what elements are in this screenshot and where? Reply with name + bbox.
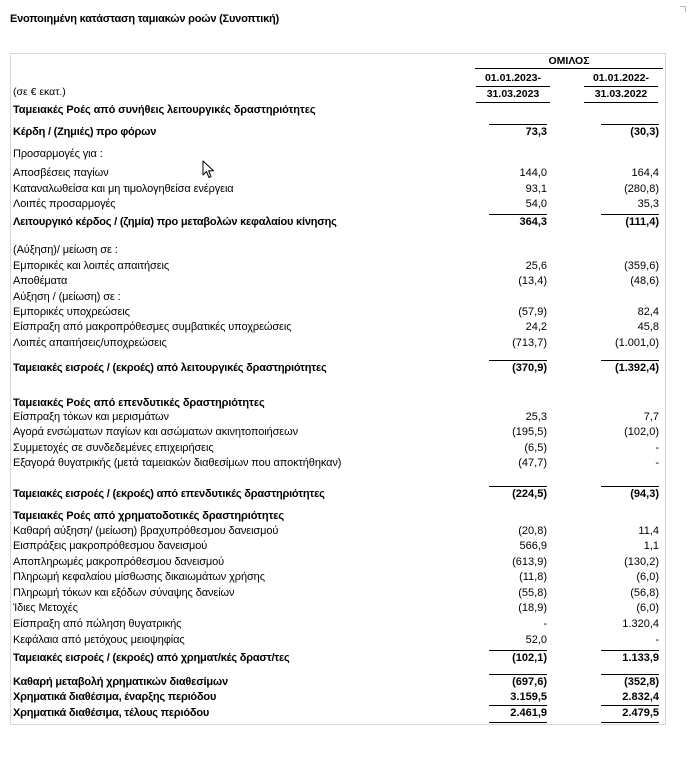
value-2022: - bbox=[655, 442, 659, 454]
row-label: Συμμετοχές σε συνδεδεμένες επιχειρήσεις bbox=[13, 442, 214, 454]
value-2022: (56,8) bbox=[630, 587, 659, 599]
value-2023: (18,9) bbox=[518, 602, 547, 614]
row-label: Πληρωμή κεφαλαίου μίσθωσης δικαιωμάτων χρήσης bbox=[13, 571, 265, 583]
table-row bbox=[13, 103, 663, 118]
value-2023: 144,0 bbox=[519, 167, 547, 179]
value-2022: 164,4 bbox=[631, 167, 659, 179]
value-2022: (102,0) bbox=[624, 426, 659, 438]
value-2023: 364,3 bbox=[467, 215, 547, 230]
value-2022: (130,2) bbox=[624, 556, 659, 568]
value-2023: (713,7) bbox=[512, 337, 547, 349]
value-2023: (697,6) bbox=[467, 675, 547, 690]
value-2022: (48,6) bbox=[630, 275, 659, 287]
value-2022: - bbox=[655, 634, 659, 646]
table-row bbox=[13, 675, 663, 690]
row-label: Ταμειακές Ροές από επενδυτικές δραστηριότητες bbox=[13, 397, 265, 409]
table-row bbox=[13, 147, 663, 162]
table-row bbox=[13, 555, 663, 570]
row-label: Είσπραξη από πώληση θυγατρικής bbox=[13, 618, 182, 630]
row-label: Πληρωμή τόκων και εξόδων σύναψης δανείων bbox=[13, 587, 235, 599]
row-label: Λοιπές προσαρμογές bbox=[13, 198, 116, 210]
table-row bbox=[13, 633, 663, 648]
table-row bbox=[13, 336, 663, 351]
table-row bbox=[13, 259, 663, 274]
table-row bbox=[13, 586, 663, 601]
row-label: Καταναλωθείσα και μη τιμολογηθείσα ενέργεια bbox=[13, 183, 234, 195]
value-2022: 7,7 bbox=[643, 411, 659, 423]
row-label: Κεφάλαια από μετόχους μειοψηφίας bbox=[13, 634, 185, 646]
row-label: Αύξηση / (μείωση) σε : bbox=[13, 291, 121, 303]
row-label: (Αύξηση)/ μείωση σε : bbox=[13, 244, 118, 256]
value-2022: 45,8 bbox=[637, 321, 659, 333]
period-end-2023: 31.03.2023 bbox=[486, 88, 540, 100]
row-label: Ταμειακές εισροές / (εκροές) από χρηματ/κές δραστ/τες bbox=[13, 652, 290, 664]
table-row bbox=[13, 215, 663, 230]
value-2023: (6,5) bbox=[524, 442, 547, 454]
table-row bbox=[13, 425, 663, 440]
table-row bbox=[13, 509, 663, 524]
row-label: Λειτουργικό κέρδος / (ζημία) προ μεταβολών κεφαλαίου κίνησης bbox=[13, 216, 337, 228]
row-label: Είσπραξη τόκων και μερισμάτων bbox=[13, 411, 169, 423]
table-row bbox=[13, 487, 663, 502]
period-start-2022: 01.01.2022- bbox=[592, 72, 650, 84]
value-2023: (13,4) bbox=[518, 275, 547, 287]
value-2022: (1.392,4) bbox=[579, 361, 659, 376]
value-2023: (20,8) bbox=[518, 525, 547, 537]
value-2023: 566,9 bbox=[519, 540, 547, 552]
table-row bbox=[13, 456, 663, 471]
value-2022: 35,3 bbox=[637, 198, 659, 210]
unit-label: (σε € εκατ.) bbox=[13, 86, 66, 98]
value-2023: 93,1 bbox=[525, 183, 547, 195]
value-2023: (47,7) bbox=[518, 457, 547, 469]
value-2023: 52,0 bbox=[525, 634, 547, 646]
table-row bbox=[13, 290, 663, 305]
row-label: Ταμειακές Ροές από συνήθεις λειτουργικές δραστηριότητες bbox=[13, 104, 316, 116]
value-2023: 2.461,9 bbox=[467, 706, 547, 721]
value-2022: 1,1 bbox=[643, 540, 659, 552]
value-2022: 1.320,4 bbox=[622, 618, 659, 630]
table-row bbox=[13, 274, 663, 289]
value-2022: (111,4) bbox=[579, 215, 659, 230]
value-2022: (1.001,0) bbox=[614, 337, 659, 349]
table-row bbox=[13, 441, 663, 456]
row-label: Ίδιες Μετοχές bbox=[13, 602, 78, 614]
value-2023: (55,8) bbox=[518, 587, 547, 599]
row-label: Ταμειακές εισροές / (εκροές) από επενδυτικές δραστηριότητες bbox=[13, 488, 325, 500]
value-2022: (280,8) bbox=[624, 183, 659, 195]
value-2022: (30,3) bbox=[579, 125, 659, 140]
table-row bbox=[13, 320, 663, 335]
value-2023: (11,8) bbox=[519, 571, 547, 583]
row-label: Είσπραξη από μακροπρόθεσμες συμβατικές υποχρεώσεις bbox=[13, 321, 292, 333]
table-row bbox=[13, 570, 663, 585]
value-2023: 25,3 bbox=[525, 411, 547, 423]
value-2023: (224,5) bbox=[467, 487, 547, 502]
table-row bbox=[13, 617, 663, 632]
value-2022: 11,4 bbox=[638, 525, 659, 537]
value-2023: 54,0 bbox=[525, 198, 547, 210]
row-label: Χρηματικά διαθέσιμα, τέλους περιόδου bbox=[13, 707, 210, 719]
period-end-2022: 31.03.2022 bbox=[594, 88, 648, 100]
table-row bbox=[13, 197, 663, 212]
row-label: Καθαρή μεταβολή χρηματικών διαθεσίμων bbox=[13, 676, 228, 688]
page-title: Ενοποιημένη κατάσταση ταμιακών ροών (Συνοπτική) bbox=[10, 13, 279, 25]
row-label: Καθαρή αύξηση/ (μείωση) βραχυπρόθεσμου δανεισμού bbox=[13, 525, 279, 537]
value-2023: 25,6 bbox=[525, 260, 547, 272]
row-label: Εμπορικές υποχρεώσεις bbox=[13, 306, 130, 318]
table-row bbox=[13, 651, 663, 666]
table-row bbox=[13, 305, 663, 320]
row-label: Αγορά ενσώματων παγίων και ασώματων ακινητοποιήσεων bbox=[13, 426, 298, 438]
row-label: Ταμειακές Ροές από χρηματοδοτικές δραστηριότητες bbox=[13, 510, 285, 522]
period-column-2023 bbox=[470, 70, 556, 102]
row-label: Αποπληρωμές μακροπρόθεσμου δανεισμού bbox=[13, 556, 225, 568]
row-label: Χρηματικά διαθέσιμα, έναρξης περιόδου bbox=[13, 691, 217, 703]
value-2022: (359,6) bbox=[624, 260, 659, 272]
row-label: Λοιπές απαιτήσεις/υποχρεώσεις bbox=[13, 337, 167, 349]
period-column-2022 bbox=[578, 70, 664, 102]
period-start-2023: 01.01.2023- bbox=[484, 72, 542, 84]
value-2022: 2.479,5 bbox=[579, 706, 659, 721]
table-row bbox=[13, 182, 663, 197]
value-2022: 82,4 bbox=[637, 306, 659, 318]
table-row bbox=[13, 396, 663, 411]
value-2023: (57,9) bbox=[518, 306, 547, 318]
row-label: Προσαρμογές για : bbox=[13, 148, 103, 160]
table-row bbox=[13, 524, 663, 539]
row-label: Αποσβέσεις παγίων bbox=[13, 167, 109, 179]
value-2022: (6,0) bbox=[636, 602, 659, 614]
value-2022: 2.832,4 bbox=[622, 691, 659, 703]
value-2023: (613,9) bbox=[512, 556, 547, 568]
value-2022: 1.133,9 bbox=[579, 651, 659, 666]
value-2023: - bbox=[543, 618, 547, 630]
value-2023: (102,1) bbox=[467, 651, 547, 666]
row-label: Αποθέματα bbox=[13, 275, 68, 287]
row-label: Κέρδη / (Ζημιές) προ φόρων bbox=[13, 126, 157, 138]
value-2022: (6,0) bbox=[636, 571, 659, 583]
table-row bbox=[13, 361, 663, 376]
row-label: Εμπορικές και λοιπές απαιτήσεις bbox=[13, 260, 170, 272]
table-row bbox=[13, 601, 663, 616]
row-label: Εξαγορά θυγατρικής (μετά ταμειακών διαθεσίμων που αποκτήθηκαν) bbox=[13, 457, 342, 469]
page-corner-mark bbox=[680, 6, 686, 12]
table-row bbox=[13, 243, 663, 258]
table-row bbox=[13, 410, 663, 425]
table-row bbox=[13, 706, 663, 721]
value-2023: (370,9) bbox=[467, 361, 547, 376]
table-row bbox=[13, 125, 663, 140]
group-header: ΟΜΙΛΟΣ bbox=[475, 55, 663, 69]
table-row bbox=[13, 690, 663, 705]
row-label: Ταμειακές εισροές / (εκροές) από λειτουργικές δραστηριότητες bbox=[13, 362, 327, 374]
value-2022: (352,8) bbox=[579, 675, 659, 690]
value-2022: (94,3) bbox=[579, 487, 659, 502]
value-2023: (195,5) bbox=[512, 426, 547, 438]
value-2023: 24,2 bbox=[525, 321, 547, 333]
value-2023: 3.159,5 bbox=[510, 691, 547, 703]
table-row bbox=[13, 539, 663, 554]
table-row bbox=[13, 166, 663, 181]
value-2023: 73,3 bbox=[467, 125, 547, 140]
value-2022: - bbox=[655, 457, 659, 469]
row-label: Εισπράξεις μακροπρόθεσμου δανεισμού bbox=[13, 540, 208, 552]
